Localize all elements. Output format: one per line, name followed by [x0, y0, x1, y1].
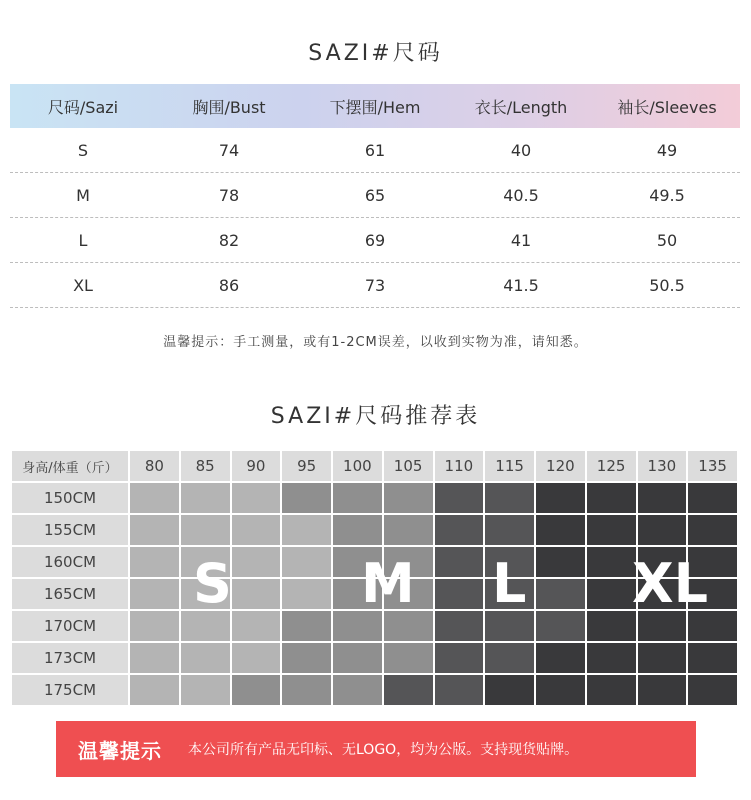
weight-header-cell: 110 — [435, 451, 484, 481]
weight-header-cell: 80 — [130, 451, 179, 481]
size-cell-l — [536, 611, 585, 641]
size-cell-s — [181, 675, 230, 705]
size-zone-label-l: L — [492, 552, 527, 615]
size-chart-cell: 78 — [218, 185, 240, 205]
size-cell-s — [232, 579, 281, 609]
weight-header-cell: 135 — [688, 451, 737, 481]
size-chart-cell: M — [76, 185, 90, 205]
size-cell-xl — [485, 675, 534, 705]
size-cell-l — [536, 579, 585, 609]
size-cell-s — [130, 643, 179, 673]
size-cell-s — [130, 515, 179, 545]
size-chart-cell: 61 — [364, 140, 386, 160]
size-chart-cell: 40.5 — [503, 185, 539, 205]
height-label: 160CM — [12, 547, 128, 577]
weight-header-cell: 115 — [485, 451, 534, 481]
size-cell-xl — [536, 675, 585, 705]
weight-header-cell: 95 — [282, 451, 331, 481]
size-chart-header — [10, 84, 740, 128]
size-chart-cell: 69 — [364, 230, 386, 250]
size-cell-xl — [536, 483, 585, 513]
size-cell-xl — [536, 547, 585, 577]
size-chart-cell: 82 — [218, 230, 240, 250]
size-chart-row — [10, 128, 740, 173]
size-cell-xl — [587, 675, 636, 705]
size-cell-s — [232, 611, 281, 641]
size-cell-xl — [536, 643, 585, 673]
size-chart-cell: 40 — [510, 140, 532, 160]
size-cell-l — [435, 483, 484, 513]
height-row — [12, 643, 737, 673]
size-cell-m — [333, 675, 382, 705]
size-cell-s — [181, 515, 230, 545]
size-cell-m — [384, 643, 433, 673]
size-chart-cell: 41.5 — [503, 275, 539, 295]
size-chart-cell: 50 — [656, 230, 678, 250]
size-chart-body — [10, 128, 740, 308]
size-cell-xl — [638, 611, 687, 641]
size-zone-label-s: S — [193, 552, 232, 615]
size-cell-xl — [638, 643, 687, 673]
size-cell-s — [282, 515, 331, 545]
size-chart-cell: 41 — [510, 230, 532, 250]
weight-header-cell: 85 — [181, 451, 230, 481]
recommend-title: SAZI#尺码推荐表 — [270, 404, 481, 429]
size-cell-xl — [688, 515, 737, 545]
height-weight-corner-label: 身高/体重（斤） — [12, 451, 128, 481]
size-cell-s — [282, 579, 331, 609]
size-cell-s — [181, 483, 230, 513]
size-chart-cell: L — [78, 230, 88, 250]
size-cell-m — [384, 611, 433, 641]
height-label: 173CM — [12, 643, 128, 673]
size-chart-cell: 86 — [218, 275, 240, 295]
size-cell-m — [333, 515, 382, 545]
size-chart-row — [10, 173, 740, 218]
size-cell-l — [435, 611, 484, 641]
size-cell-s — [232, 483, 281, 513]
size-chart-cell: 49 — [656, 140, 678, 160]
size-cell-s — [282, 547, 331, 577]
size-cell-m — [232, 675, 281, 705]
size-cell-s — [232, 643, 281, 673]
height-label: 170CM — [12, 611, 128, 641]
size-cell-s — [130, 579, 179, 609]
size-cell-xl — [688, 675, 737, 705]
size-cell-l — [485, 611, 534, 641]
size-cell-xl — [638, 515, 687, 545]
size-chart-row — [10, 263, 740, 308]
size-chart-cell: 49.5 — [649, 185, 685, 205]
height-label: 150CM — [12, 483, 128, 513]
size-cell-l — [435, 547, 484, 577]
size-cell-s — [130, 483, 179, 513]
size-cell-xl — [587, 611, 636, 641]
size-chart-column-header: 袖长/Sleeves — [617, 97, 717, 117]
size-cell-m — [333, 643, 382, 673]
size-zone-label-xl: XL — [632, 552, 709, 615]
size-cell-l — [435, 675, 484, 705]
size-cell-xl — [638, 675, 687, 705]
size-chart-cell: S — [77, 140, 89, 160]
size-cell-l — [435, 579, 484, 609]
size-chart-cell: 65 — [364, 185, 386, 205]
size-cell-m — [333, 483, 382, 513]
size-cell-m — [282, 643, 331, 673]
size-cell-m — [282, 675, 331, 705]
weight-header-cell: 100 — [333, 451, 382, 481]
size-cell-s — [130, 611, 179, 641]
size-chart-cell: 50.5 — [649, 275, 685, 295]
size-zone-label-m: M — [361, 552, 415, 615]
size-cell-m — [282, 611, 331, 641]
size-cell-xl — [587, 643, 636, 673]
size-chart-table — [10, 84, 740, 308]
weight-header-cell: 90 — [232, 451, 281, 481]
size-cell-l — [435, 515, 484, 545]
notice-message: 本公司所有产品无印标、无LOGO，均为公版。支持现货贴牌。 — [188, 742, 579, 758]
size-cell-s — [181, 611, 230, 641]
size-cell-xl — [638, 483, 687, 513]
size-chart-cell: 73 — [364, 275, 386, 295]
size-cell-xl — [688, 643, 737, 673]
height-row — [12, 611, 737, 641]
size-chart-column-header: 尺码/Sazi — [47, 97, 119, 117]
size-cell-xl — [688, 611, 737, 641]
height-row — [12, 515, 737, 545]
size-cell-m — [384, 483, 433, 513]
size-cell-xl — [587, 547, 636, 577]
height-row — [12, 675, 737, 705]
size-cell-m — [384, 515, 433, 545]
size-chart-cell: XL — [73, 275, 93, 295]
size-cell-s — [130, 547, 179, 577]
size-cell-l — [485, 483, 534, 513]
size-chart-cell: 74 — [218, 140, 240, 160]
size-cell-s — [181, 643, 230, 673]
size-cell-xl — [587, 579, 636, 609]
height-row — [12, 483, 737, 513]
size-cell-xl — [688, 483, 737, 513]
size-chart-column-header: 胸围/Bust — [192, 97, 266, 117]
size-cell-l — [384, 675, 433, 705]
height-label: 155CM — [12, 515, 128, 545]
size-chart-column-header: 衣长/Length — [474, 97, 568, 117]
size-cell-s — [130, 675, 179, 705]
weight-header-cell: 105 — [384, 451, 433, 481]
size-chart-row — [10, 218, 740, 263]
size-cell-s — [232, 547, 281, 577]
weight-header-cell: 120 — [536, 451, 585, 481]
measurement-note: 温馨提示：手工测量，或有1-2CM误差，以收到实物为准，请知悉。 — [163, 335, 588, 350]
size-cell-m — [333, 611, 382, 641]
size-cell-xl — [587, 515, 636, 545]
size-chart-title: SAZI#尺码 — [308, 41, 443, 66]
size-cell-l — [485, 515, 534, 545]
weight-header-cell: 130 — [638, 451, 687, 481]
height-label: 175CM — [12, 675, 128, 705]
size-chart-column-header: 下摆围/Hem — [329, 97, 421, 117]
size-cell-xl — [587, 483, 636, 513]
size-cell-xl — [536, 515, 585, 545]
weight-header-row — [12, 451, 737, 481]
weight-header-cell: 125 — [587, 451, 636, 481]
notice-banner — [56, 721, 696, 777]
size-cell-s — [232, 515, 281, 545]
size-cell-m — [282, 483, 331, 513]
notice-title: 温馨提示 — [78, 738, 162, 763]
size-cell-l — [485, 643, 534, 673]
size-cell-l — [435, 643, 484, 673]
height-label: 165CM — [12, 579, 128, 609]
